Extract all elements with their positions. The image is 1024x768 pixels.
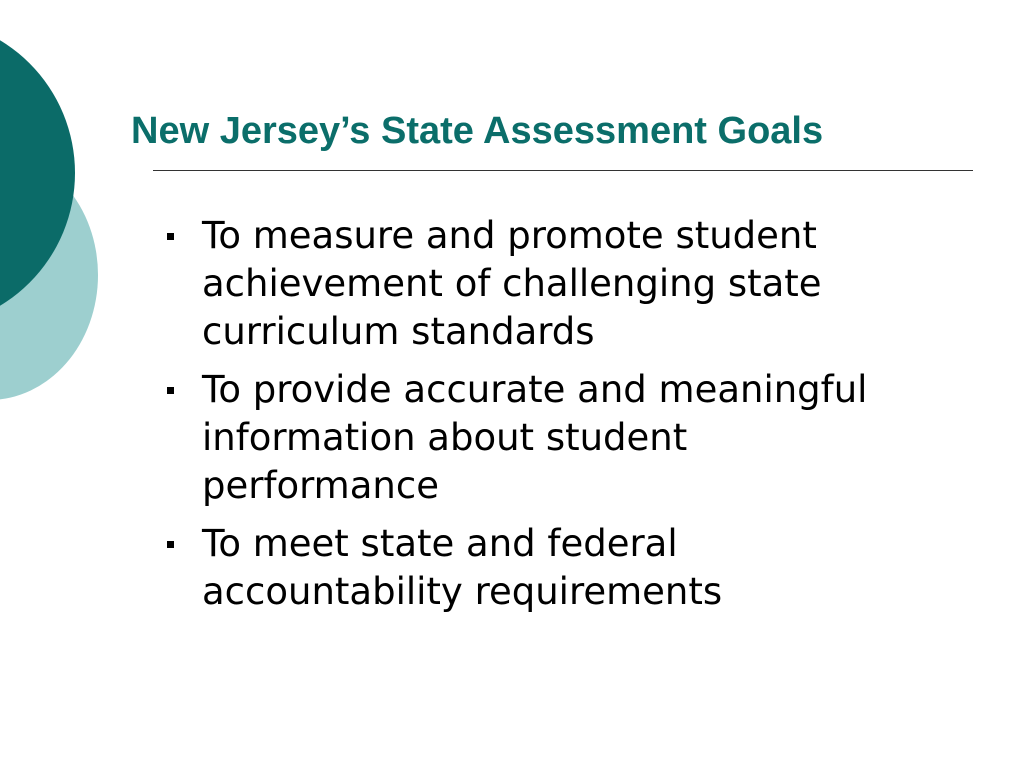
slide-title: New Jersey’s State Assessment Goals <box>131 110 824 152</box>
square-bullet-icon <box>167 387 174 394</box>
title-divider <box>153 170 973 171</box>
bullet-text-line: performance <box>202 464 439 507</box>
bullet-text-line: achievement of challenging state <box>202 262 822 305</box>
bullet-text-line: To meet state and federal <box>202 522 678 565</box>
bullet-item <box>162 520 962 616</box>
bullet-text-line: accountability requirements <box>202 570 723 613</box>
bullet-item <box>162 212 962 356</box>
bullet-list <box>162 212 962 626</box>
bullet-item <box>162 366 962 510</box>
bullet-text-line: curriculum standards <box>202 310 595 353</box>
bullet-text-line: information about student <box>202 416 688 459</box>
bullet-text-line: To provide accurate and meaningful <box>202 368 868 411</box>
bullet-text-line: To measure and promote student <box>202 214 817 257</box>
square-bullet-icon <box>167 541 174 548</box>
square-bullet-icon <box>167 233 174 240</box>
